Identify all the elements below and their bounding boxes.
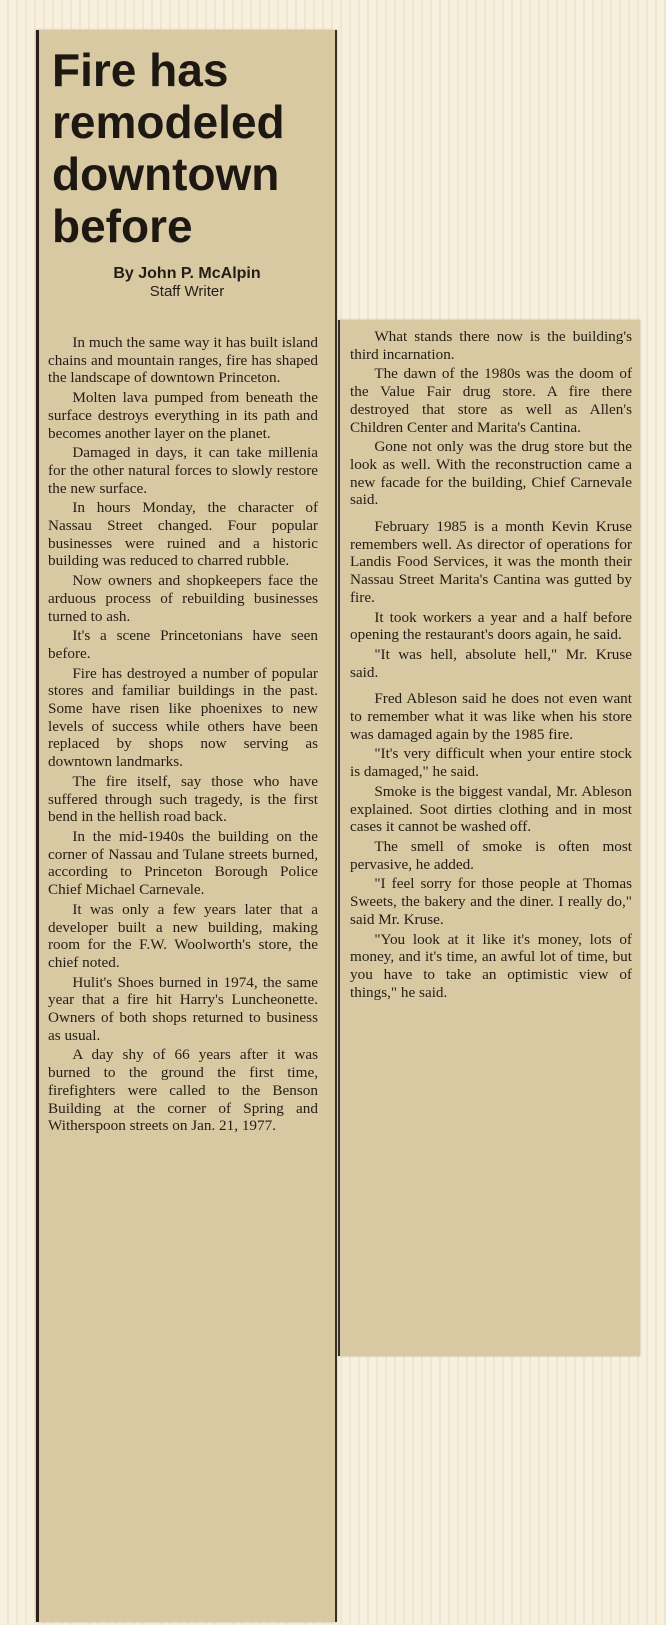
paragraph: The dawn of the 1980s was the doom of the Value Fair drug store. A fire there destroyed that store as well as Allen's Children Center and Marita's Cantina.	[350, 365, 632, 436]
paragraph: February 1985 is a month Kevin Kruse remembers well. As director of operations for Landis Food Services, it was the month their Nassau Street Marita's Cantina was gutted by fire.	[350, 518, 632, 606]
paragraph: Fred Ableson said he does not even want to remember what it was like when his store was damaged again by the 1985 fire.	[350, 690, 632, 743]
paragraph: It took workers a year and a half before opening the restaurant's doors again, he said.	[350, 608, 632, 644]
paragraph: Gone not only was the drug store but the look as well. With the reconstruction came a new facade for the building, Chief Carnevale said.	[350, 438, 632, 509]
paragraph: It was only a few years later that a developer built a new building, making room for the F.W. Woolworth's store, the chief noted.	[48, 900, 318, 971]
paragraph: Smoke is the biggest vandal, Mr. Ableson explained. Soot dirties clothing and in most cases it cannot be washed off.	[350, 782, 632, 836]
paragraph: Damaged in days, it can take millenia for the other natural forces to slowly restore the new surface.	[48, 444, 318, 497]
paragraph: "It was hell, absolute hell," Mr. Kruse said.	[350, 645, 632, 681]
paragraph: In the mid-1940s the building on the corner of Nassau and Tulane streets burned, according to Princeton Borough Police Chief Michael Carnevale.	[48, 827, 318, 899]
byline-name: By John P. McAlpin	[113, 265, 261, 282]
headline-line: before	[52, 200, 193, 252]
article-column-left	[48, 334, 318, 1137]
byline-role: Staff Writer	[149, 283, 225, 300]
paragraph: "You look at it like it's money, lots of money, and it's time, an awful lot of time, but you have to take an optimistic view of things," he said.	[350, 930, 632, 1001]
paragraph: The fire itself, say those who have suffered through such tragedy, is the first bend in the hellish road back.	[48, 772, 318, 826]
paragraph: In much the same way it has built island chains and mountain ranges, fire has shaped the landscape of downtown Princeton.	[48, 334, 318, 387]
headline-line: Fire has	[52, 44, 229, 96]
paragraph: Hulit's Shoes burned in 1974, the same year that a fire hit Harry's Luncheonette. Owners of both shops returned to business as usual.	[48, 973, 318, 1044]
paragraph: A day shy of 66 years after it was burned to the ground the first time, firefighters were called to the Benson Building at the corner of Spring and Witherspoon streets on Jan. 21, 1977.	[48, 1046, 318, 1135]
paragraph: "I feel sorry for those people at Thomas Sweets, the bakery and the diner. I really do," said Mr. Kruse.	[350, 875, 632, 928]
paragraph: Now owners and shopkeepers face the arduous process of rebuilding businesses turned to ash.	[48, 572, 318, 625]
byline	[52, 264, 322, 301]
paragraph: Fire has destroyed a number of popular stores and familiar buildings in the past. Some have risen like phoenixes to new levels of success while others have been replaced by shops now serving as downtown landmarks.	[48, 664, 318, 771]
paragraph: The smell of smoke is often most pervasive, he added.	[350, 837, 632, 873]
paragraph: "It's very difficult when your entire stock is damaged," he said.	[350, 745, 632, 781]
paragraph: What stands there now is the building's third incarnation.	[350, 328, 632, 363]
headline-line: remodeled	[52, 96, 285, 148]
article-column-right	[350, 328, 632, 1003]
paragraph: Molten lava pumped from beneath the surface destroys everything in its path and becomes another layer on the planet.	[48, 389, 318, 442]
headline	[52, 44, 322, 252]
paragraph: It's a scene Princetonians have seen before.	[48, 627, 318, 662]
paragraph: In hours Monday, the character of Nassau Street changed. Four popular businesses were ruined and a historic building was reduced to charred rubble.	[48, 499, 318, 570]
headline-line: downtown	[52, 148, 280, 200]
